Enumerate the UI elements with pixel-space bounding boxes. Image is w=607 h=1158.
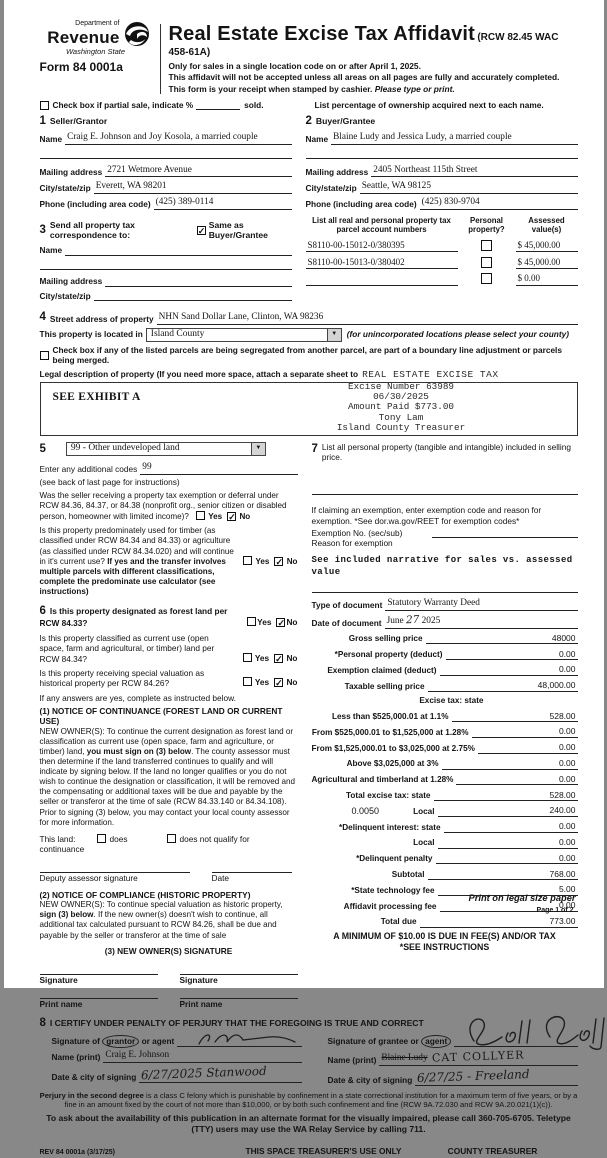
- corr-city-label: City/state/zip: [39, 290, 91, 301]
- table-row: Total excise tax: state 528.00: [346, 789, 576, 800]
- seller-mailing-field[interactable]: 2721 Wetmore Avenue: [105, 165, 291, 178]
- print-legal-size-note: Print on legal size paper: [468, 893, 576, 903]
- excise-amount: Amount Paid $773.00: [347, 401, 454, 413]
- gross-selling-price-value[interactable]: 48000: [512, 633, 578, 645]
- parcel-table: [306, 216, 578, 286]
- section-6-number: 6: [39, 605, 46, 618]
- excise-stamp-title: REAL ESTATE EXCISE TAX: [362, 368, 499, 380]
- section-2-buyer: [306, 114, 578, 301]
- seller-mailing-label: Mailing address: [39, 167, 103, 178]
- tier2-tax-value[interactable]: 0.00: [512, 726, 578, 738]
- table-row: From $1,525,000.01 to $3,025,000 at 2.75% 0.00: [311, 742, 576, 753]
- reet-affidavit-form: [4, 0, 604, 1156]
- table-row: Less than $525,000.01 at 1.1% 528.00: [331, 710, 576, 721]
- notice-continuance-body: NEW OWNER(S): To continue the current designation as forest land or classification as current use (open space, farm and agriculture, or timber) land, you must sign on (3) below. The county assessor must then determine if the land transferred continues to qualify and will indicate by signing below. If the land no longer qualifies or you do not wish to continue the designation or classification, it will be removed and the compensating or additional taxes will be due and payable by the seller or transferor at the time of sale (RCW 84.33.140 or 84.34.108). Prior to signing (3) below, you may contact your local county assessor for more information.: [39, 726, 296, 827]
- deputy-signature-field[interactable]: [40, 863, 190, 873]
- current-use-yes-checkbox[interactable]: [243, 653, 252, 662]
- subtitle-2: This affidavit will not be accepted unless all areas on all pages are fully and accurately completed.: [168, 72, 560, 82]
- section-1-heading: Seller/Grantor: [49, 116, 108, 127]
- grantee-date-handwritten: 6/27/25 - Freeland: [417, 1067, 531, 1086]
- grantor-sig-label: Signature of grantor or agent: [51, 1036, 175, 1047]
- does-not-label: does not qualify for: [179, 833, 250, 844]
- excise-state-header-row: Excise tax: state: [419, 696, 484, 706]
- additional-codes-field[interactable]: 99: [140, 462, 297, 475]
- parcel-col3-header: Assessed value(s): [528, 215, 565, 235]
- grantee-signature-ink: [458, 1013, 607, 1049]
- section-2-number: 2: [305, 115, 312, 128]
- personal-property-label: List all personal property (tangible and intangible) included in selling price.: [321, 441, 571, 462]
- section-5-number: 5: [39, 442, 46, 455]
- owner-signature-row: [40, 965, 298, 985]
- land-use-dropdown[interactable]: [66, 442, 266, 456]
- doc-date-label: Date of document: [311, 618, 382, 629]
- grantee-name-struck: Blaine Ludy: [381, 1053, 428, 1064]
- current-use-no-checkbox[interactable]: ✓: [275, 653, 283, 664]
- excise-date: 06/30/2025: [373, 391, 429, 403]
- dept-of-text: Department of: [75, 20, 120, 27]
- print-name-label: Print name: [179, 999, 223, 1010]
- form-header: [40, 20, 578, 94]
- seller-city-field[interactable]: Everett, WA 98201: [94, 181, 292, 194]
- continuance-label: continuance: [39, 844, 85, 855]
- delinquent-interest-state-value[interactable]: 0.00: [512, 821, 578, 833]
- parcel-pp-checkbox[interactable]: [481, 240, 492, 251]
- section-3-correspondence: [40, 220, 292, 301]
- chevron-down-icon[interactable]: ▼: [251, 443, 265, 455]
- subtitle-3: This form is your receipt when stamped by cashier. Please type or print.: [168, 83, 455, 94]
- exemption-no-label: Exemption No. (sec/sub): [311, 527, 403, 538]
- table-row: Local 0.00: [413, 837, 576, 848]
- parcel-value-field[interactable]: $ 45,000.00: [516, 257, 578, 269]
- historical-no-checkbox[interactable]: ✓: [275, 678, 283, 689]
- timber-yes-checkbox[interactable]: [243, 556, 252, 565]
- page-number: Page 1 of 2: [536, 907, 574, 914]
- tier3-tax-value[interactable]: 0.00: [512, 742, 578, 754]
- table-row: Total due 773.00: [380, 916, 576, 927]
- partial-sale-checkbox[interactable]: [40, 101, 49, 110]
- doc-type-label: Type of document: [311, 600, 383, 611]
- table-row: Exemption claimed (deduct) 0.00: [327, 664, 576, 675]
- see-instructions-note: *SEE INSTRUCTIONS: [399, 941, 490, 952]
- land-use-dropdown-value: 99 - Other undeveloped land: [70, 442, 180, 453]
- deputy-date-label: Date: [211, 873, 230, 884]
- parcel-pp-checkbox[interactable]: [481, 257, 492, 268]
- table-row: From $525,000.01 to $1,525,000 at 1.28% 0.00: [311, 726, 576, 737]
- does-label: does: [109, 833, 128, 844]
- owner-printname-field-2[interactable]: [180, 989, 298, 999]
- table-row: [306, 240, 578, 252]
- located-in-label: This property is located in: [39, 329, 143, 340]
- buyer-city-label: City/state/zip: [305, 183, 357, 194]
- personal-property-field[interactable]: [312, 484, 578, 495]
- segregated-label: Check box if any of the listed parcels are being segregated from another parcel, are part of a boundary line adjustment or parcels being merged.: [52, 345, 562, 366]
- exemption-note: If claiming an exemption, enter exemption code and reason for exemption. *See dor.wa.gov/REET for exemption codes*: [311, 505, 542, 526]
- grantor-date-handwritten: 6/27/2025 Stanwood: [141, 1063, 268, 1083]
- section-4-property: [40, 310, 578, 435]
- section-1-seller: [40, 114, 292, 301]
- seller-phone-label: Phone (including area code): [39, 199, 151, 210]
- exhibit-text: SEE EXHIBIT A: [52, 390, 141, 403]
- additional-codes-note: (see back of last page for instructions): [39, 476, 180, 487]
- form-number: Form 84 0001a: [39, 60, 123, 75]
- corr-name-field[interactable]: [65, 245, 291, 256]
- certify-statement: I CERTIFY UNDER PENALTY OF PERJURY THAT THE FOREGOING IS TRUE AND CORRECT: [49, 1017, 424, 1028]
- section-1-number: 1: [39, 115, 46, 128]
- corr-mailing-field[interactable]: [105, 276, 291, 287]
- exemption-no-checkbox[interactable]: ✓: [228, 512, 236, 523]
- tier1-tax-value[interactable]: 528.00: [512, 711, 578, 723]
- land-qualify-row: [40, 834, 298, 844]
- exemption-claimed-value[interactable]: 0.00: [512, 664, 578, 676]
- grantor-signature-field[interactable]: [177, 1036, 301, 1047]
- agricultural-tax-value[interactable]: 0.00: [512, 774, 578, 786]
- seller-city-label: City/state/zip: [39, 183, 91, 194]
- county-dropdown[interactable]: [146, 328, 342, 342]
- subtotal-value[interactable]: 768.00: [512, 869, 578, 881]
- buyer-phone-field[interactable]: (425) 830-9704: [420, 197, 578, 210]
- section-6-classification: 6 Is this property designated as forest land per RCW 84.33? Yes ✓No Is this property classified as current use (open space, farm and agricultural, or timber) land per RCW 84.34? Yes ✓ No Is this property receiving special valuation as historical property per RCW 84.26? Yes ✓ No If any answers are yes, complete as instructed below. (1) NOTICE OF CONTINUANCE (FOREST LAND OR CURRENT USE) NEW OWNER(S): To continue the current designation as forest land or classification as current use (open space, farm and agriculture, or timber) land, you must sign on (3) below. The county assessor must then determine if the land transferred continues to qualify and will indicate by signing below. If the land no longer qualifies or you do not wish to continue the designation or classification, it will be removed and the compensating or additional taxes will be due and payable by the seller or transferor at the time of sale (RCW 84.33.140 or 84.34.108). Prior to signing (3) below, you may contact your local county assessor for more information. This land: does does not qualify for continuance Deputy assessor signature Date (2) NOTICE OF COMPLIANCE (HISTORIC PROPERTY) NEW OWNER(S): To continue special valuation as historic property, sign (3) below. If the new owner(s) doesn't wish to continue, all additional tax calculated pursuant to RCW 84.26, shall be due and payable by the seller or transferor at the time of sale (3) NEW OWNER(S) SIGNATURE Signature Signature Print name Print name: [39, 605, 298, 1010]
- grantee-signing-block: [328, 1032, 578, 1086]
- narrative-underline: [312, 582, 578, 593]
- additional-codes-label: Enter any additional codes: [39, 464, 138, 475]
- treasurer-title: Island County Treasurer: [336, 422, 466, 434]
- delinquent-interest-local-value[interactable]: 0.00: [512, 837, 578, 849]
- parcel-pp-cell: [458, 240, 516, 252]
- section-8-certification: [40, 1016, 578, 1086]
- owner-printname-row: [40, 989, 298, 1009]
- tax-computation: [312, 633, 578, 953]
- buyer-mailing-field[interactable]: 2405 Northeast 115th Street: [371, 165, 577, 178]
- table-row: Gross selling price 48000: [348, 632, 576, 644]
- table-row: *Delinquent penalty 0.00: [356, 852, 576, 864]
- parcel-number-field[interactable]: S8110-00-15012-0/380395: [306, 240, 458, 252]
- subtitle-1: Only for sales in a single location code on or after April 1, 2025.: [168, 60, 421, 71]
- owner-printname-field-1[interactable]: [40, 989, 158, 999]
- timber-no-checkbox[interactable]: ✓: [275, 556, 283, 567]
- washington-state-text: Washington State: [65, 47, 126, 56]
- if-yes-note: If any answers are yes, complete as instructed below.: [39, 692, 236, 703]
- perjury-notice: Perjury in the second degree is a class C felony which is punishable by confinement in a state correctional institution for a maximum term of five years, or by a fine in an amount fixed by the court of not more than $10,000, or by both such confinement and fine (RCW 9A.72.030 and RCW 9A.20.021(1)(c)).: [39, 1090, 578, 1110]
- doc-date-handwritten-day: 27: [405, 613, 420, 627]
- section-3-heading: Send all property tax correspondence to:: [49, 219, 135, 241]
- revenue-text: Revenue: [47, 27, 120, 47]
- table-row: Agricultural and timberland at 1.28% 0.00: [311, 773, 576, 785]
- partial-sale-sold-label: sold.: [244, 100, 264, 110]
- dor-swirl-icon: [122, 20, 152, 48]
- tier4-tax-value[interactable]: 0.00: [512, 758, 578, 770]
- corr-mailing-label: Mailing address: [39, 276, 103, 287]
- grantor-date-label: Date & city of signing: [51, 1072, 137, 1083]
- grantee-name-field[interactable]: [379, 1050, 577, 1066]
- forest-yes-checkbox[interactable]: [247, 617, 256, 626]
- state-technology-fee-value[interactable]: 5.00: [512, 884, 578, 896]
- section-7-number: 7: [311, 442, 318, 455]
- corr-city-field[interactable]: [94, 290, 292, 301]
- parcel-number-field[interactable]: [306, 275, 458, 286]
- signature-label: Signature: [39, 974, 78, 985]
- signature-label: Signature: [179, 974, 218, 985]
- table-row: Taxable selling price 48,000.00: [344, 680, 576, 691]
- taxable-selling-price-value[interactable]: 48,000.00: [512, 680, 578, 692]
- chevron-down-icon[interactable]: ▼: [327, 329, 341, 341]
- reason-exemption-label: Reason for exemption: [311, 538, 393, 549]
- grantee-name-label: Name (print): [327, 1055, 377, 1066]
- forest-land-question: Is this property designated as forest land per RCW 84.33?: [39, 606, 228, 629]
- section-3-number: 3: [39, 224, 46, 237]
- seller-name-label: Name: [39, 134, 63, 145]
- local-tax-value[interactable]: 240.00: [512, 805, 578, 817]
- grantor-name-label: Name (print): [51, 1052, 101, 1063]
- section-4-number: 4: [39, 311, 46, 324]
- grantor-circled-word: grantor: [102, 1035, 139, 1048]
- section-7-personal-property: [312, 442, 578, 629]
- delinquent-penalty-value[interactable]: 0.00: [512, 853, 578, 865]
- this-land-label: This land:: [39, 833, 76, 844]
- excise-stamp: [256, 382, 547, 434]
- notice-continuance-title: (1) NOTICE OF CONTINUANCE (FOREST LAND OR CURRENT USE): [39, 705, 283, 727]
- current-use-question: Is this property classified as current use (open space, farm and agricultural, or timber) land per RCW 84.34?: [39, 632, 215, 664]
- section-5-land-use: [40, 442, 298, 597]
- partial-sale-percent-field[interactable]: [196, 100, 240, 110]
- grantee-name-handwritten: CAT COLLYER: [432, 1048, 525, 1065]
- legal-description-box[interactable]: [40, 382, 578, 436]
- grantor-name-field[interactable]: Craig E. Johnson: [103, 1050, 301, 1063]
- dor-logo: [40, 20, 152, 75]
- parcel-number-field[interactable]: S8110-00-15013-0/380402: [306, 257, 458, 269]
- form-title: Real Estate Excise Tax Affidavit: [168, 23, 476, 45]
- parcel-col2-header: Personal property?: [468, 215, 505, 235]
- grantor-signature-ink: [191, 1029, 301, 1049]
- personal-property-deduct-value[interactable]: 0.00: [512, 649, 578, 661]
- parcel-value-field[interactable]: $ 0.00: [516, 273, 578, 285]
- affidavit-processing-fee-value[interactable]: 0.00: [512, 900, 578, 912]
- section-8-number: 8: [39, 1016, 46, 1029]
- alternate-format-notice: To ask about the availability of this publication in an alternate format for the visually impaired, please call 360-705-6705. Teletype (TTY) users may use the WA Relay Service by calling 711.: [46, 1113, 571, 1134]
- narrative-note: See included narrative for sales vs. assessed value: [311, 555, 573, 577]
- table-row: [306, 257, 578, 269]
- corr-name-label: Name: [39, 245, 63, 256]
- deputy-date-field[interactable]: [212, 863, 292, 873]
- table-row: *State technology fee 5.00: [351, 884, 576, 895]
- buyer-name-label: Name: [305, 134, 329, 145]
- seller-name-field-2[interactable]: [40, 148, 292, 159]
- table-row: Above $3,025,000 at 3% 0.00: [346, 757, 576, 769]
- buyer-phone-label: Phone (including area code): [305, 199, 417, 210]
- total-excise-state-value[interactable]: 528.00: [512, 790, 578, 802]
- table-row: Subtotal 768.00: [391, 868, 576, 879]
- forest-no-checkbox[interactable]: ✓: [277, 618, 285, 629]
- historical-yes-checkbox[interactable]: [243, 677, 252, 686]
- parcel-value-field[interactable]: $ 45,000.00: [516, 240, 578, 252]
- owner-signature-field-2[interactable]: [180, 965, 298, 975]
- county-dropdown-value: Island County: [150, 328, 205, 339]
- does-not-checkbox[interactable]: [167, 834, 176, 843]
- table-row: *Delinquent interest: state 0.00: [339, 821, 576, 832]
- minimum-due-note: A MINIMUM OF $10.00 IS DUE IN FEE(S) AND/OR TAX: [333, 930, 556, 941]
- parcel-col1-header: List all real and personal property tax parcel account numbers: [312, 215, 451, 235]
- local-rate: 0.0050: [351, 805, 380, 816]
- street-address-field[interactable]: NHN Sand Dollar Lane, Clinton, WA 98236: [157, 312, 578, 325]
- street-address-label: Street address of property: [49, 314, 154, 325]
- timber-question: Is this property predominately used for timber (as classified under RCW 84.34 and 84.33) or agriculture (as classified under RCW 84.34.020) and will continue in it's current use? If yes and the transfer involves multiple parcels with different classifications, complete the predominate use calculator (see instructions) Yes ✓ No: [39, 526, 298, 596]
- rev-number: REV 84 0001a (3/17/25): [39, 1148, 115, 1156]
- grantee-date-field[interactable]: [415, 1069, 577, 1086]
- agent-circled-word: agent: [421, 1035, 451, 1048]
- deputy-signature-row: [40, 863, 298, 883]
- grantor-signing-block: [40, 1032, 302, 1086]
- notice-compliance-body: NEW OWNER(S): To continue special valuation as historic property, sign (3) below. If the new owner(s) doesn't wish to continue, all additional tax calculated pursuant to RCW 84.26, shall be due and payable by the seller or transferor at the time of sale: [39, 900, 283, 940]
- form-title-rcw: (RCW 82.45 WAC 458-61A): [168, 32, 559, 58]
- does-checkbox[interactable]: [97, 834, 106, 843]
- table-row: *Personal property (deduct) 0.00: [334, 648, 576, 659]
- grantee-date-label: Date & city of signing: [327, 1075, 413, 1086]
- county-note: (for unincorporated locations please select your county): [346, 329, 569, 340]
- parcel-pp-cell: [458, 273, 516, 285]
- table-row: [306, 273, 578, 285]
- seller-name-field[interactable]: Craig E. Johnson and Joy Kosola, a married couple: [65, 132, 291, 145]
- buyer-mailing-label: Mailing address: [305, 167, 369, 178]
- exemption-yes-checkbox[interactable]: [196, 511, 205, 520]
- doc-date-field[interactable]: June 27 2025: [385, 614, 578, 629]
- deputy-signature-label: Deputy assessor signature: [39, 873, 138, 884]
- header-divider: [160, 24, 161, 94]
- partial-sale-label: Check box if partial sale, indicate %: [52, 100, 194, 110]
- grantee-signature-field[interactable]: [454, 1036, 577, 1047]
- corr-name-field-2[interactable]: [40, 259, 292, 270]
- parcel-pp-cell: [458, 257, 516, 269]
- partial-sale-row: [40, 100, 578, 110]
- table-row: Affidavit processing fee 0.00: [343, 900, 576, 911]
- same-as-buyer-checkbox[interactable]: ✓: [197, 225, 206, 236]
- exemption-question: Was the seller receiving a property tax exemption or deferral under RCW 84.36, 84.37, or 84.38 (nonprofit org., senior citizen or disabled person, homeowner with limited income)? Yes ✓ No: [39, 490, 287, 523]
- segregated-checkbox[interactable]: [40, 351, 49, 360]
- total-due-value[interactable]: 773.00: [512, 916, 578, 928]
- grantee-sig-label: Signature of grantee or agent: [328, 1036, 452, 1046]
- parcel-pp-checkbox[interactable]: [481, 273, 492, 284]
- section-2-heading: Buyer/Grantee: [315, 116, 376, 127]
- buyer-name-field[interactable]: Blaine Ludy and Jessica Ludy, a married couple: [331, 132, 577, 145]
- treasurer-use-label: THIS SPACE TREASURER'S USE ONLY: [245, 1145, 402, 1156]
- footer-row: [40, 1146, 578, 1158]
- treasurer-name: Tony Lam: [378, 411, 424, 423]
- legal-description-label: Legal description of property (If you need more space, attach a separate sheet to: [39, 368, 359, 379]
- excise-number: Excise Number 63989: [347, 380, 454, 392]
- owner-signature-field-1[interactable]: [40, 965, 158, 975]
- new-owner-signature-title: (3) NEW OWNER(S) SIGNATURE: [104, 945, 233, 956]
- exemption-no-field[interactable]: [432, 527, 577, 538]
- seller-phone-field[interactable]: (425) 389-0114: [154, 197, 292, 210]
- notice-compliance-title: (2) NOTICE OF COMPLIANCE (HISTORIC PROPERTY): [39, 889, 251, 900]
- grantor-date-field[interactable]: [139, 1063, 301, 1083]
- table-row: 0.0050 Local 240.00: [351, 805, 576, 816]
- ownership-percent-note: List percentage of ownership acquired next to each name.: [314, 100, 544, 110]
- same-as-buyer-label: Same as Buyer/Grantee: [208, 219, 268, 241]
- print-name-label: Print name: [39, 999, 83, 1010]
- buyer-name-field-2[interactable]: [306, 148, 578, 159]
- buyer-city-field[interactable]: Seattle, WA 98125: [360, 181, 578, 194]
- doc-type-field[interactable]: Statutory Warranty Deed: [385, 598, 577, 611]
- county-treasurer-label: COUNTY TREASURER: [447, 1145, 538, 1156]
- historical-question: Is this property receiving special valuation as historical property per RCW 84.26?: [39, 667, 205, 689]
